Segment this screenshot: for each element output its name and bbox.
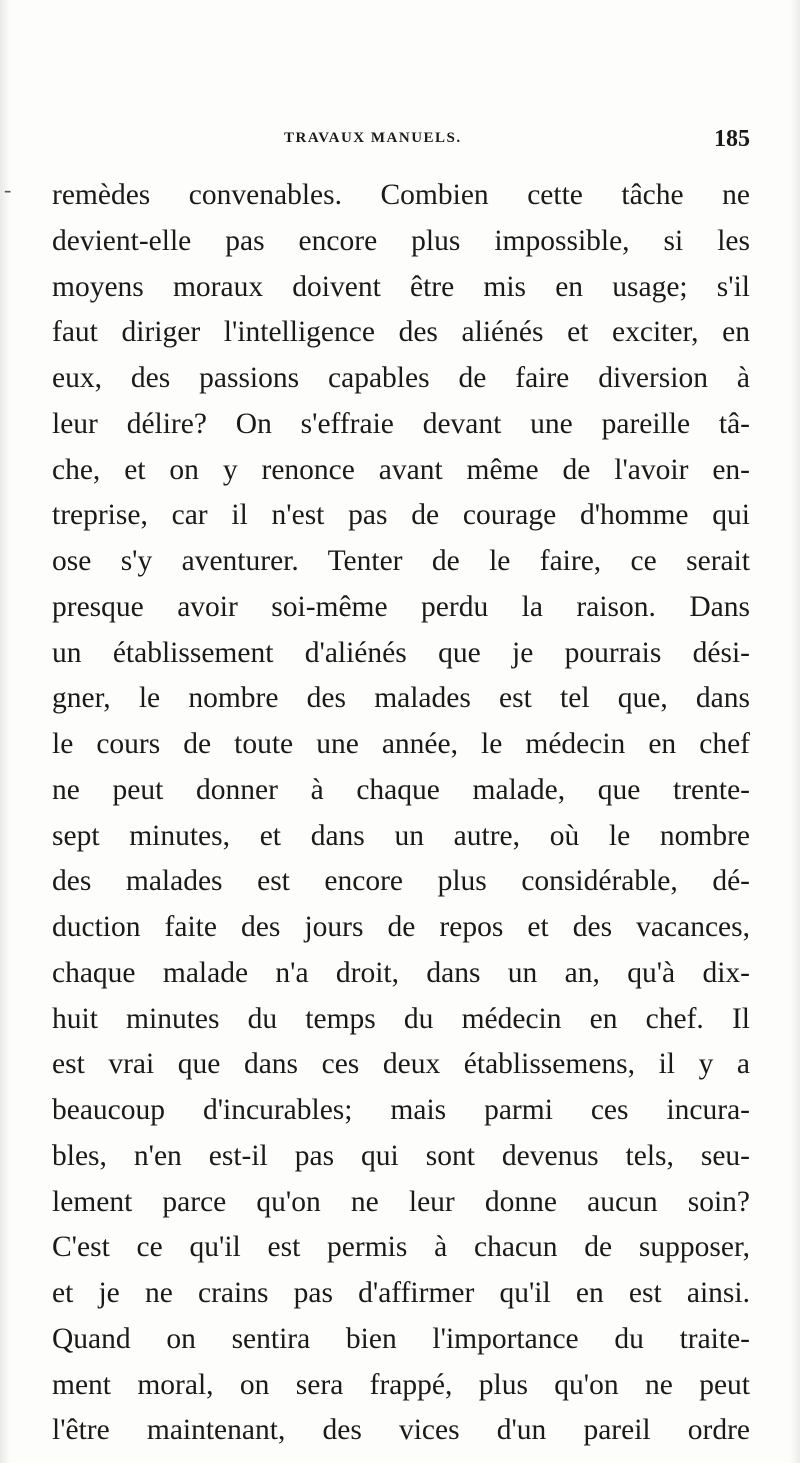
- text-line: ne peut donner à chaque malade, que trente-: [52, 773, 750, 806]
- text-line: remèdes convenables. Combien cette tâche ne: [52, 179, 750, 211]
- text-line: presque avoir soi-même perdu la raison. Dans: [52, 590, 750, 623]
- text-line: sept minutes, et dans un autre, où le nombre: [52, 819, 750, 852]
- text-line: C'est ce qu'il est permis à chacun de supposer,: [52, 1231, 750, 1264]
- text-line: gner, le nombre des malades est tel que, dans: [52, 682, 750, 715]
- text-line: des malades est encore plus considérable, dé-: [52, 865, 750, 898]
- text-line: ment moral, on sera frappé, plus qu'on ne peut: [52, 1368, 750, 1401]
- margin-mark: -: [4, 177, 12, 202]
- text-line: treprise, car il n'est pas de courage d'homme qui: [52, 499, 750, 532]
- text-line: lement parce qu'on ne leur donne aucun soin?: [52, 1185, 750, 1218]
- text-line: leur délire? On s'effraie devant une pareille tâ-: [52, 407, 750, 440]
- running-title: TRAVAUX MANUELS.: [284, 130, 462, 146]
- text-line: huit minutes du temps du médecin en chef. Il: [52, 1002, 750, 1035]
- page-edge-shadow-left: [0, 0, 10, 1463]
- text-line: faut diriger l'intelligence des aliénés et exciter, en: [52, 316, 750, 349]
- text-line: beaucoup d'incurables; mais parmi ces incura-: [52, 1094, 750, 1126]
- text-line: ose s'y aventurer. Tenter de le faire, ce serait: [52, 545, 750, 577]
- page-edge-shadow-right: [790, 0, 800, 1463]
- text-line: un établissement d'aliénés que je pourrais dési-: [52, 636, 750, 669]
- body-text: [52, 173, 750, 1454]
- text-line: che, et on y renonce avant même de l'avoir en-: [52, 453, 750, 486]
- text-line: et je ne crains pas d'affirmer qu'il en est ainsi.: [52, 1277, 750, 1309]
- text-line: est vrai que dans ces deux établissemens, il y a: [52, 1048, 750, 1081]
- page-number: 185: [714, 126, 750, 152]
- text-line: Quand on sentira bien l'importance du traite-: [52, 1322, 750, 1355]
- text-line: eux, des passions capables de faire diversion à: [52, 362, 750, 394]
- text-line: l'être maintenant, des vices d'un pareil ordre: [52, 1414, 750, 1447]
- text-line: moyens moraux doivent être mis en usage; s'il: [52, 270, 750, 303]
- text-line: devient-elle pas encore plus impossible, si les: [52, 224, 750, 257]
- text-line: le cours de toute une année, le médecin en chef: [52, 728, 750, 760]
- text-line: chaque malade n'a droit, dans un an, qu'à dix-: [52, 956, 750, 989]
- text-line: bles, n'en est-il pas qui sont devenus tels, seu-: [52, 1139, 750, 1172]
- text-line: duction faite des jours de repos et des vacances,: [52, 911, 750, 943]
- running-head: [52, 126, 750, 156]
